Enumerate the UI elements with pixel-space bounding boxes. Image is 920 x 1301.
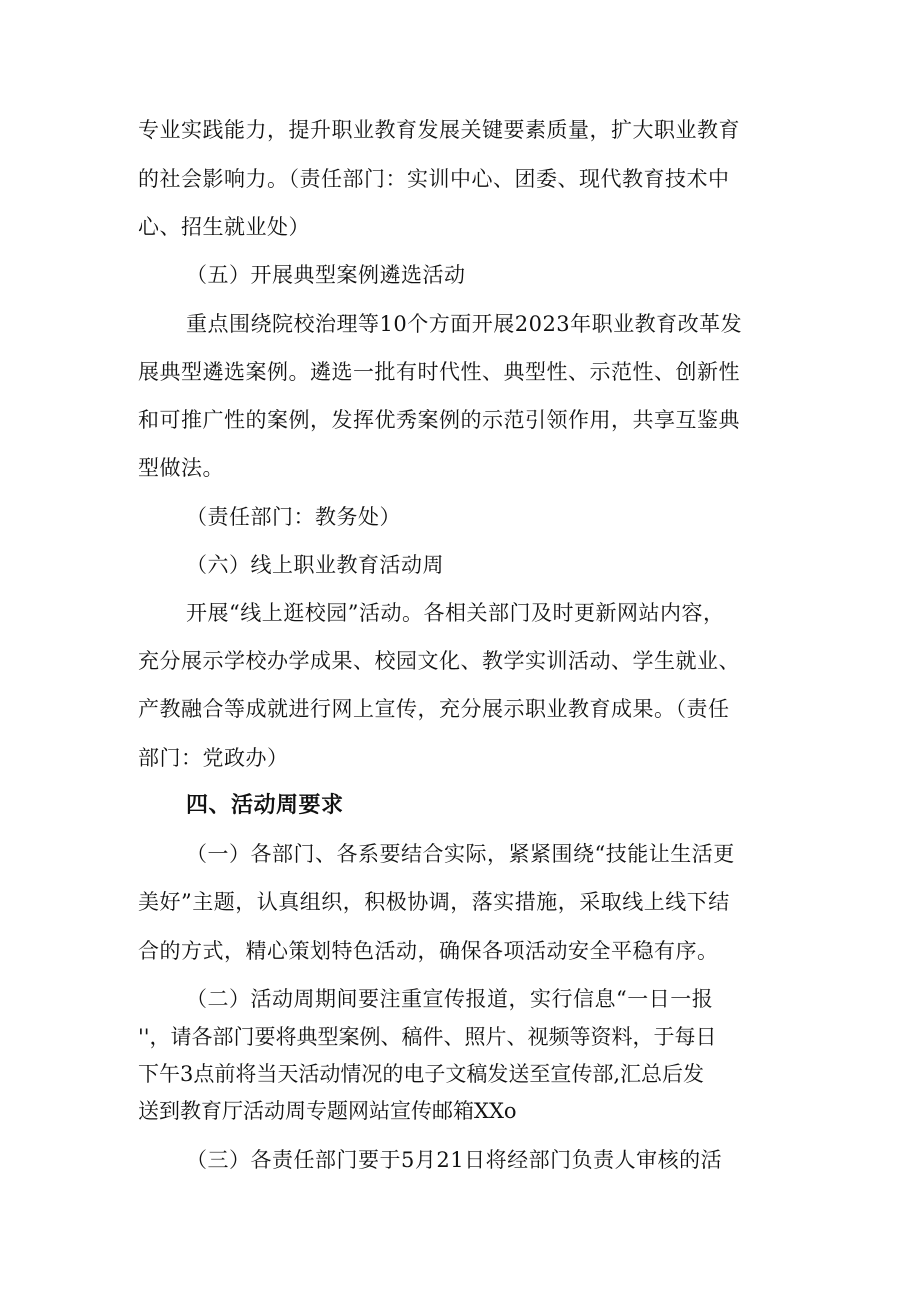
item6-title: （六）线上职业教育活动周	[186, 553, 444, 577]
paragraph-line: （三）各责任部门要于5月21日将经部门负责人审核的活	[186, 1148, 723, 1172]
paragraph-line: 型做法。	[138, 456, 224, 480]
paragraph-line: 心、招生就业处）	[138, 215, 310, 239]
paragraph-line: ''，请各部门要将典型案例、稿件、照片、视频等资料，于每日	[138, 1025, 717, 1049]
item5-title: （五）开展典型案例遴选活动	[186, 263, 466, 287]
responsible-department: （责任部门：教务处）	[186, 505, 401, 529]
paragraph-line: 专业实践能力，提升职业教育发展关键要素质量，扩大职业教育	[138, 118, 740, 142]
paragraph-line: （二）活动周期间要注重宣传报道，实行信息“一日一报	[186, 987, 714, 1011]
paragraph-line: 产教融合等成就进行网上宣传，充分展示职业教育成果。（责任	[138, 697, 730, 721]
paragraph-line: 下午3点前将当天活动情况的电子文稿发送至宣传部,汇总后发	[138, 1062, 705, 1086]
paragraph-line: 部门：党政办）	[138, 746, 289, 770]
paragraph-line: 送到教育厅活动周专题网站宣传邮箱XXo	[138, 1099, 517, 1123]
paragraph-line: 和可推广性的案例，发挥优秀案例的示范引领作用，共享互鉴典	[138, 408, 740, 432]
paragraph-line: 的社会影响力。（责任部门：实训中心、团委、现代教育技术中	[138, 167, 730, 191]
paragraph-line: 开展“线上逛校园”活动。各相关部门及时更新网站内容，	[186, 601, 725, 625]
paragraph-line: 美好”主题，认真组织，积极协调，落实措施，采取线上线下结	[138, 890, 730, 914]
paragraph-line: 重点围绕院校治理等10个方面开展2023年职业教育改革发	[186, 312, 743, 336]
paragraph-line: 展典型遴选案例。遴选一批有时代性、典型性、示范性、创新性	[138, 360, 740, 384]
paragraph-line: （一）各部门、各系要结合实际，紧紧围绕“技能让生活更	[186, 842, 735, 866]
paragraph-line: 合的方式，精心策划特色活动，确保各项活动安全平稳有序。	[138, 939, 719, 963]
section-heading: 四、活动周要求	[186, 793, 344, 818]
paragraph-line: 充分展示学校办学成果、校园文化、教学实训活动、学生就业、	[138, 649, 740, 673]
